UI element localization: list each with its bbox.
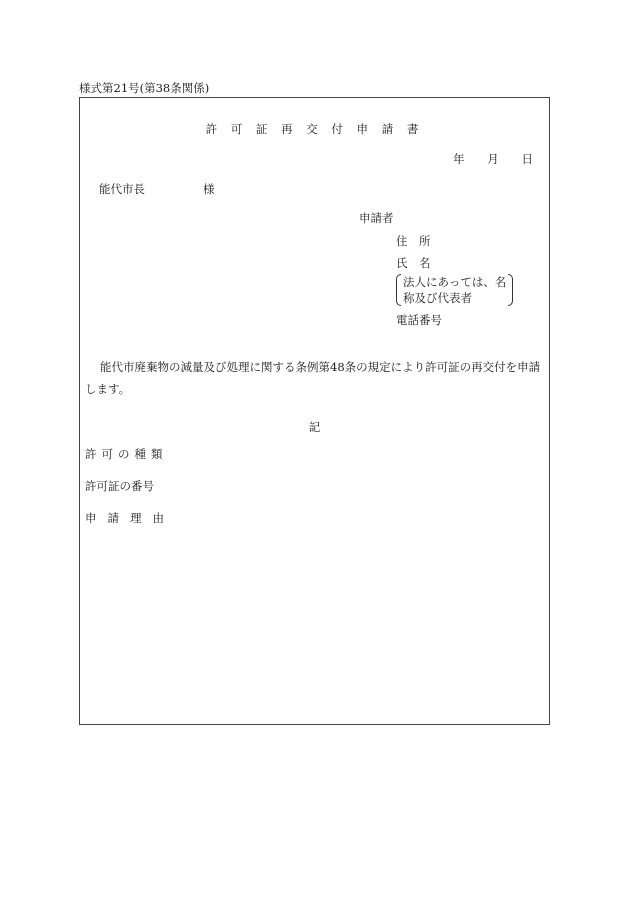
applicant-heading: 申請者 xyxy=(359,211,394,225)
corporate-note xyxy=(396,274,513,306)
applicant-phone-label: 電話番号 xyxy=(396,313,442,327)
ki-heading: 記 xyxy=(308,420,321,434)
form-title: 許 可 証 再 交 付 申 請 書 xyxy=(205,122,424,136)
permit-type-label: 許可の種類 xyxy=(85,447,168,461)
date-month-label: 月 xyxy=(487,152,499,166)
date-day-label: 日 xyxy=(521,152,533,166)
addressee: 能代市長 xyxy=(99,182,145,196)
right-bracket xyxy=(508,274,513,306)
applicant-address-label: 住 所 xyxy=(396,234,431,248)
reason-label: 申請理由 xyxy=(85,511,175,525)
corporate-note-line2: 称及び代表者 xyxy=(403,291,472,305)
permit-number-label: 許可証の番号 xyxy=(85,479,154,493)
application-statement: 能代市廃棄物の減量及び処理に関する条例第48条の規定により許可証の再交付を申請します。 xyxy=(85,360,541,396)
date-line xyxy=(453,151,533,167)
form-number-label: 様式第21号(第38条関係) xyxy=(79,81,210,95)
date-year-label: 年 xyxy=(453,152,465,166)
corporate-note-line1: 法人にあっては、名 xyxy=(403,275,507,289)
applicant-name-label: 氏 名 xyxy=(396,256,431,270)
application-form-frame xyxy=(79,97,550,725)
honorific: 様 xyxy=(203,182,215,196)
